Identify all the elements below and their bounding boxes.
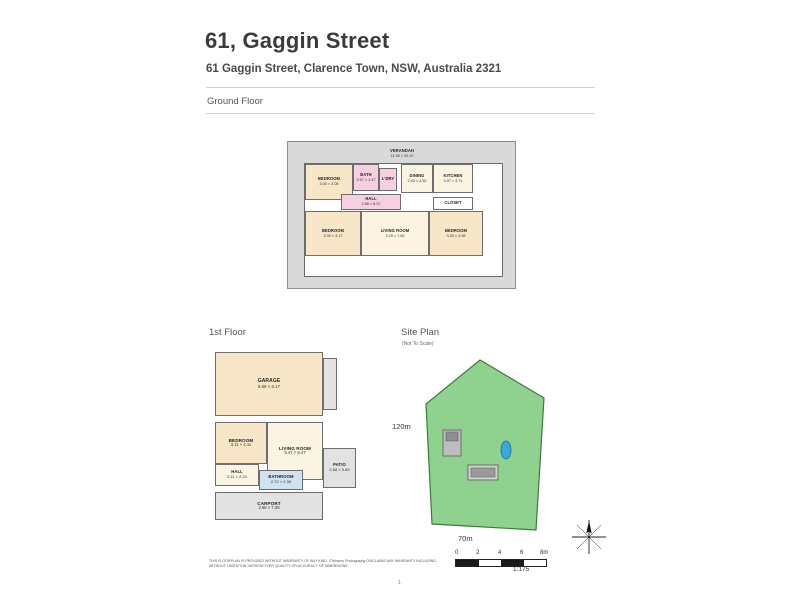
scale-tick-2: 4 bbox=[498, 550, 502, 556]
divider-top bbox=[206, 87, 595, 88]
page-title: 61, Gaggin Street bbox=[205, 28, 390, 53]
room-living-room: LIVING ROOM 3.29 × 7.80 bbox=[361, 211, 429, 256]
room-closet: CLOSET bbox=[433, 197, 473, 210]
scale-seg-2 bbox=[479, 560, 502, 566]
scale-tick-labels bbox=[455, 550, 560, 559]
garage-side-strip bbox=[323, 358, 337, 410]
room-laundry: L'DRY bbox=[379, 168, 397, 191]
scale-tick-0: 0 bbox=[455, 550, 459, 556]
room-bedroom-upper-left: BEDROOM 3.00 × 3.06 bbox=[305, 164, 353, 200]
room-bath: BATH 2.57 × 1.47 bbox=[353, 164, 379, 191]
divider-under-ground-floor bbox=[206, 113, 595, 114]
scale-seg-1 bbox=[456, 560, 479, 566]
scale-tick-3: 6 bbox=[520, 550, 524, 556]
room-garage: GARAGE 8.69 × 6.17 bbox=[215, 352, 323, 416]
room-bedroom-first-floor: BEDROOM 3.11 × 4.11 bbox=[215, 422, 267, 464]
room-dining: DINING 2.43 × 4.52 bbox=[401, 164, 433, 193]
scale-bar bbox=[455, 550, 560, 572]
site-left-dimension: 120m bbox=[392, 422, 411, 431]
first-floor-plan bbox=[207, 352, 359, 532]
room-verandah: VERANDAH 11.95 × 20.10 bbox=[390, 148, 414, 159]
room-hall: HALL 2.88 × 6.97 bbox=[341, 194, 401, 210]
scale-ratio: 1:175 bbox=[513, 566, 530, 573]
room-patio: PATIO 2.68 × 5.89 bbox=[323, 448, 356, 488]
site-plan-label: Site Plan bbox=[401, 327, 440, 338]
page-number: 1 bbox=[398, 580, 401, 586]
site-plan-note: (Not To Scale) bbox=[402, 341, 434, 347]
scale-bar-graphic bbox=[455, 559, 547, 567]
site-bottom-dimension: 70m bbox=[458, 534, 473, 543]
room-carport: CARPORT 2.68 × 7.35 bbox=[215, 492, 323, 520]
scale-tick-4: 8m bbox=[540, 550, 549, 556]
room-bedroom-lower-left: BEDROOM 3.30 × 3.17 bbox=[305, 211, 361, 256]
site-boundary-shape bbox=[418, 358, 546, 533]
room-bedroom-right: BEDROOM 3.29 × 3.98 bbox=[429, 211, 483, 256]
scale-tick-1: 2 bbox=[476, 550, 480, 556]
site-plan bbox=[392, 352, 585, 543]
room-hall-first-floor: HALL 3.11 × 2.24 bbox=[215, 464, 259, 486]
ground-floor-plan bbox=[287, 141, 516, 289]
page-address: 61 Gaggin Street, Clarence Town, NSW, Australia 2321 bbox=[206, 63, 502, 75]
first-floor-label: 1st Floor bbox=[209, 327, 246, 338]
room-kitchen: KITCHEN 3.97 × 3.71 bbox=[433, 164, 473, 193]
ground-floor-label: Ground Floor bbox=[207, 96, 263, 107]
room-bathroom-first-floor: BATHROOM 2.72 × 2.08 bbox=[259, 470, 303, 490]
room-living-room-first-floor: LIVING ROOM 5.47 × 6.47 bbox=[267, 422, 323, 480]
compass-icon bbox=[570, 518, 608, 556]
disclaimer-text: THIS FLOORPLAN IS PROVIDED WITHOUT WARRANTY OF ANY KIND. ITMurphy Photography DISCLAIMS ANY WARRANTY INCLUDING WITHOUT LIMITATION SATISFACTORY QUALITY OR ACCURACY OF DIMENSIONS. bbox=[209, 559, 437, 569]
